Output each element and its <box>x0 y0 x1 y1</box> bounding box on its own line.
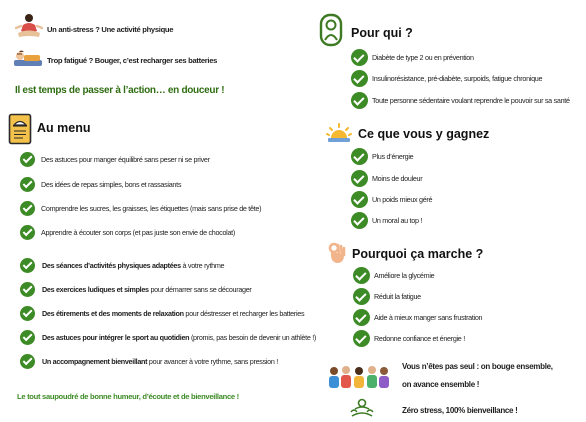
activity-item <box>42 333 316 343</box>
menu-item: Des idées de repas simples, bons et rassasiants <box>41 180 182 189</box>
gains-item: Plus d’énergie <box>372 152 414 161</box>
check-icon <box>20 282 35 297</box>
group-people-icon <box>327 364 391 390</box>
activity-rest: pour avancer à votre rythme, sans pression ! <box>147 357 278 366</box>
menu-item: Apprendre à écouter son corps (et pas juste son envie de chocolat) <box>41 228 235 237</box>
check-icon <box>351 92 368 109</box>
for-whom-item: Toute personne sédentaire voulant reprendre le pouvoir sur sa santé <box>372 96 570 105</box>
activity-rest: pour déstresser et recharger les batteries <box>183 309 305 318</box>
activity-rest: (promis, pas besoin de devenir un athlète !) <box>189 333 316 342</box>
check-icon <box>20 306 35 321</box>
person-question-icon <box>319 13 343 47</box>
sunrise-icon <box>326 122 352 144</box>
why-item: Aide à mieux manger sans frustration <box>374 313 483 322</box>
check-icon <box>353 309 370 326</box>
intro-line-2: Trop fatigué ? Bouger, c’est recharger ses batteries <box>47 56 218 65</box>
why-item: Réduit la fatigue <box>374 292 421 301</box>
gains-item: Un poids mieux géré <box>372 195 433 204</box>
check-icon <box>20 152 35 167</box>
for-whom-title: Pour qui ? <box>351 26 413 40</box>
check-icon <box>20 258 35 273</box>
menu-item: Des astuces pour manger équilibré sans peser ni se priver <box>41 155 210 164</box>
activity-item <box>42 309 304 319</box>
check-icon <box>351 191 368 208</box>
sleeping-person-icon <box>13 48 43 68</box>
check-icon <box>20 330 35 345</box>
check-icon <box>353 330 370 347</box>
for-whom-item: Insulinorésistance, pré-diabète, surpoids, fatigue chronique <box>372 74 543 83</box>
closing-line-2: on avance ensemble ! <box>402 380 480 389</box>
check-icon <box>351 148 368 165</box>
activity-bold: Des séances d’activités physiques adaptées <box>42 261 181 270</box>
intro-line-1: Un anti-stress ? Une activité physique <box>47 25 174 34</box>
for-whom-item: Diabète de type 2 ou en prévention <box>372 53 474 62</box>
relaxation-icon <box>349 398 375 420</box>
gains-title: Ce que vous y gagnez <box>358 127 490 141</box>
activity-item <box>42 357 278 367</box>
check-icon <box>351 49 368 66</box>
activity-rest: à votre rythme <box>180 261 225 270</box>
closing-line-3: Zéro stress, 100% bienveillance ! <box>402 406 518 415</box>
check-icon <box>351 170 368 187</box>
check-icon <box>351 70 368 87</box>
check-icon <box>351 212 368 229</box>
menu-item: Comprendre les sucres, les graisses, les étiquettes (mais sans prise de tête) <box>41 204 262 213</box>
ok-hand-icon <box>327 241 347 265</box>
tagline: Il est temps de passer à l’action… en douceur ! <box>15 85 225 96</box>
activity-item <box>42 285 252 295</box>
gains-item: Un moral au top ! <box>372 216 423 225</box>
check-icon <box>20 177 35 192</box>
meditation-icon <box>15 13 43 39</box>
check-icon <box>353 288 370 305</box>
activity-bold: Des exercices ludiques et simples <box>42 285 149 294</box>
why-item: Redonne confiance et énergie ! <box>374 334 465 343</box>
check-icon <box>20 201 35 216</box>
gains-item: Moins de douleur <box>372 174 423 183</box>
activity-bold: Un accompagnement bienveillant <box>42 357 148 366</box>
why-item: Améliore la glycémie <box>374 271 435 280</box>
menu-card-icon <box>8 113 32 145</box>
check-icon <box>20 354 35 369</box>
check-icon <box>20 225 35 240</box>
closing-line-1: Vous n’êtes pas seul : on bouge ensemble, <box>402 362 553 371</box>
check-icon <box>353 267 370 284</box>
menu-title: Au menu <box>37 121 91 135</box>
activity-bold: Des astuces pour intégrer le sport au quotidien <box>42 333 190 342</box>
why-title: Pourquoi ça marche ? <box>352 247 484 261</box>
activity-item <box>42 261 224 271</box>
activity-bold: Des étirements et des moments de relaxation <box>42 309 184 318</box>
activity-rest: pour démarrer sans se décourager <box>148 285 252 294</box>
menu-footer: Le tout saupoudré de bonne humeur, d’écoute et de bienveillance ! <box>17 392 239 401</box>
